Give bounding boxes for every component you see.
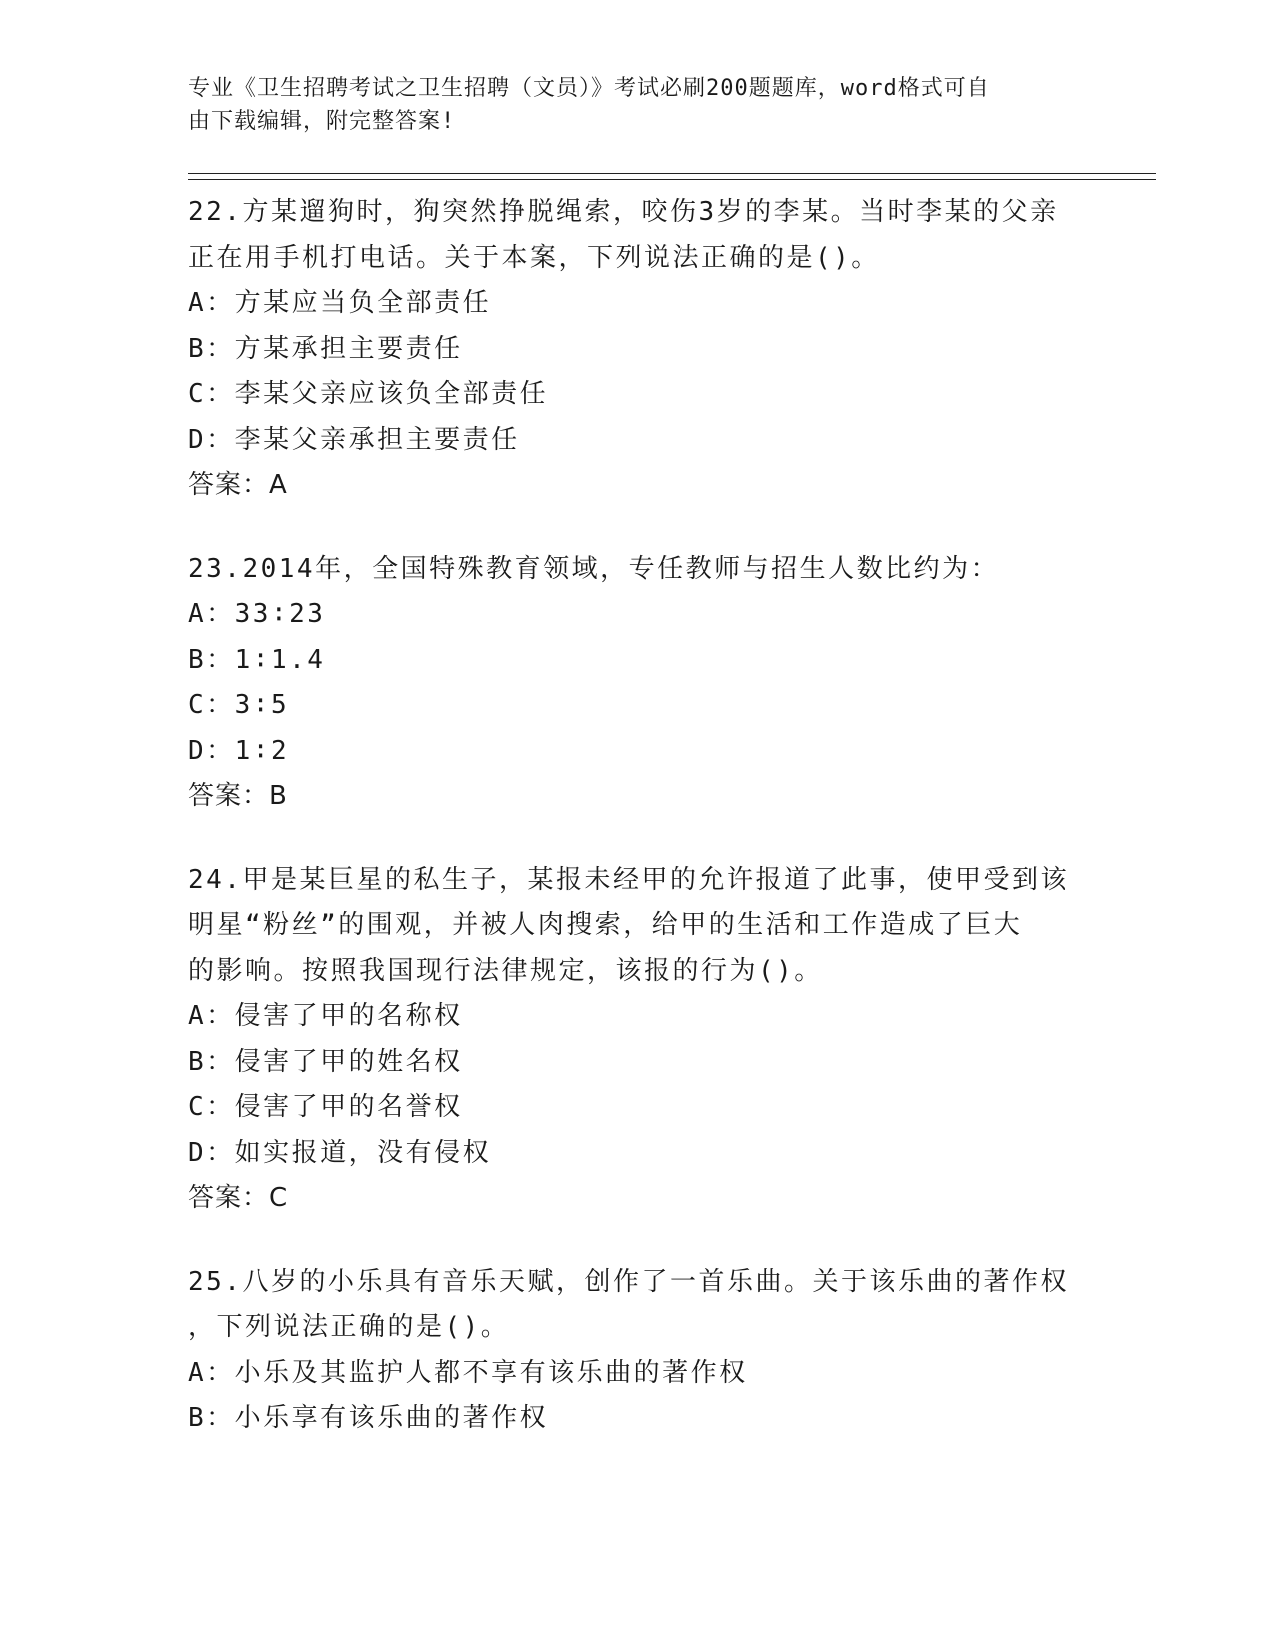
option-b: B：方某承担主要责任 (188, 333, 463, 364)
question-23 (188, 547, 1078, 820)
option-c: C：3∶5 (188, 690, 290, 720)
question-list (188, 190, 1078, 1480)
document-header (188, 72, 1068, 138)
option-a: A：侵害了甲的名称权 (188, 1001, 463, 1031)
answer-line: 答案：B (188, 781, 288, 811)
question-22 (188, 190, 1078, 509)
header-line-1: 专业《卫生招聘考试之卫生招聘（文员）》考试必刷200题题库，word格式可自 (188, 76, 990, 101)
header-divider-top (188, 173, 1156, 174)
question-text: 25.八岁的小乐具有音乐天赋，创作了一首乐曲。关于该乐曲的著作权 ，下列说法正确的是()。 (188, 1266, 1069, 1342)
option-c: C：李某父亲应该负全部责任 (188, 379, 549, 409)
option-d: D：如实报道，没有侵权 (188, 1137, 492, 1168)
question-text: 22.方某遛狗时，狗突然挣脱绳索，咬伤3岁的李某。当时李某的父亲 正在用手机打电话。关于本案，下列说法正确的是()。 (188, 197, 1059, 273)
header-divider-bottom (188, 179, 1156, 180)
option-c: C：侵害了甲的名誉权 (188, 1092, 463, 1122)
question-25 (188, 1260, 1078, 1442)
option-b: B：侵害了甲的姓名权 (188, 1046, 463, 1077)
option-a: A：方某应当负全部责任 (188, 288, 492, 318)
header-line-2: 由下载编辑，附完整答案! (188, 109, 456, 134)
option-a: A：小乐及其监护人都不享有该乐曲的著作权 (188, 1357, 748, 1388)
option-a: A：33∶23 (188, 599, 326, 629)
answer-line: 答案：A (188, 470, 288, 500)
answer-line: 答案：C (188, 1183, 289, 1213)
question-text: 24.甲是某巨星的私生子，某报未经甲的允许报道了此事，使甲受到该 明星“粉丝”的围观，并被人肉搜索，给甲的生活和工作造成了巨大 的影响。按照我国现行法律规定，该报的行为()。 (188, 864, 1069, 986)
option-d: D：李某父亲承担主要责任 (188, 424, 520, 455)
option-b: B：1∶1.4 (188, 644, 326, 675)
option-d: D：1∶2 (188, 735, 290, 766)
question-24 (188, 858, 1078, 1222)
option-b: B：小乐享有该乐曲的著作权 (188, 1403, 549, 1433)
question-text: 23.2014年，全国特殊教育领域，专任教师与招生人数比约为： (188, 553, 1000, 584)
